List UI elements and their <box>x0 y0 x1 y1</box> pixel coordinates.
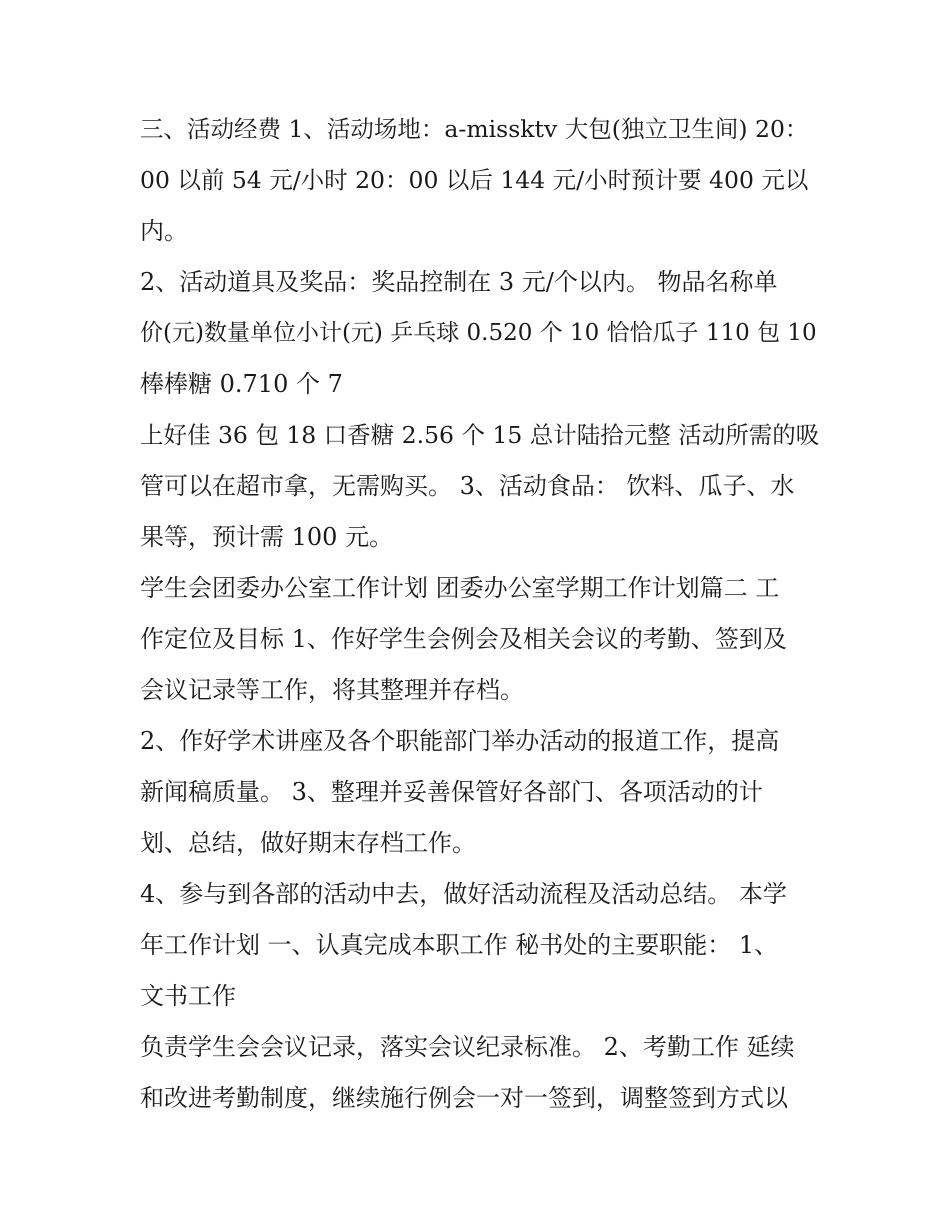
text-line: 三、活动经费 1、活动场地：a-missktv 大包(独立卫生间) 20： <box>140 115 809 143</box>
paragraph-items-and-food <box>140 410 820 563</box>
text-line: 内。 <box>140 217 188 245</box>
paragraph-reporting-work <box>140 716 820 869</box>
text-line: 管可以在超市拿，无需购买。 3、活动食品： 饮料、瓜子、水 <box>140 472 795 500</box>
text-line: 00 以前 54 元/小时 20：00 以后 144 元/小时预计要 400 元以 <box>140 166 809 194</box>
text-line: 棒棒糖 0.710 个 7 <box>140 370 343 398</box>
text-line: 划、总结，做好期末存档工作。 <box>140 829 476 857</box>
paragraph-attendance-work <box>140 1022 820 1124</box>
text-line: 新闻稿质量。 3、整理并妥善保管好各部门、各项活动的计 <box>140 778 763 806</box>
text-line: 2、活动道具及奖品：奖品控制在 3 元/个以内。 物品名称单 <box>140 268 778 296</box>
text-line: 果等，预计需 100 元。 <box>140 523 394 551</box>
text-line: 2、作好学术讲座及各个职能部门举办活动的报道工作，提高 <box>140 727 780 755</box>
text-line: 4、参与到各部的活动中去，做好活动流程及活动总结。 本学 <box>140 880 787 908</box>
paragraph-office-work-plan <box>140 563 820 716</box>
document-body <box>140 104 820 1124</box>
paragraph-props-and-prizes <box>140 257 820 410</box>
text-line: 年工作计划 一、认真完成本职工作 秘书处的主要职能： 1、 <box>140 931 779 959</box>
text-line: 上好佳 36 包 18 口香糖 2.56 个 15 总计陆拾元整 活动所需的吸 <box>140 421 820 449</box>
text-line: 学生会团委办公室工作计划 团委办公室学期工作计划篇二 工 <box>140 574 780 602</box>
text-line: 价(元)数量单位小计(元) 乒乓球 0.520 个 10 恰恰瓜子 110 包 10 <box>140 320 817 346</box>
text-line: 和改进考勤制度，继续施行例会一对一签到，调整签到方式以 <box>140 1084 788 1112</box>
text-line: 会议记录等工作，将其整理并存档。 <box>140 676 524 704</box>
text-line: 作定位及目标 1、作好学生会例会及相关会议的考勤、签到及 <box>140 625 787 653</box>
paragraph-annual-plan <box>140 869 820 1022</box>
text-line: 文书工作 <box>140 982 236 1010</box>
paragraph-activity-budget <box>140 104 820 257</box>
text-line: 负责学生会会议记录，落实会议纪录标准。 2、考勤工作 延续 <box>140 1033 795 1061</box>
